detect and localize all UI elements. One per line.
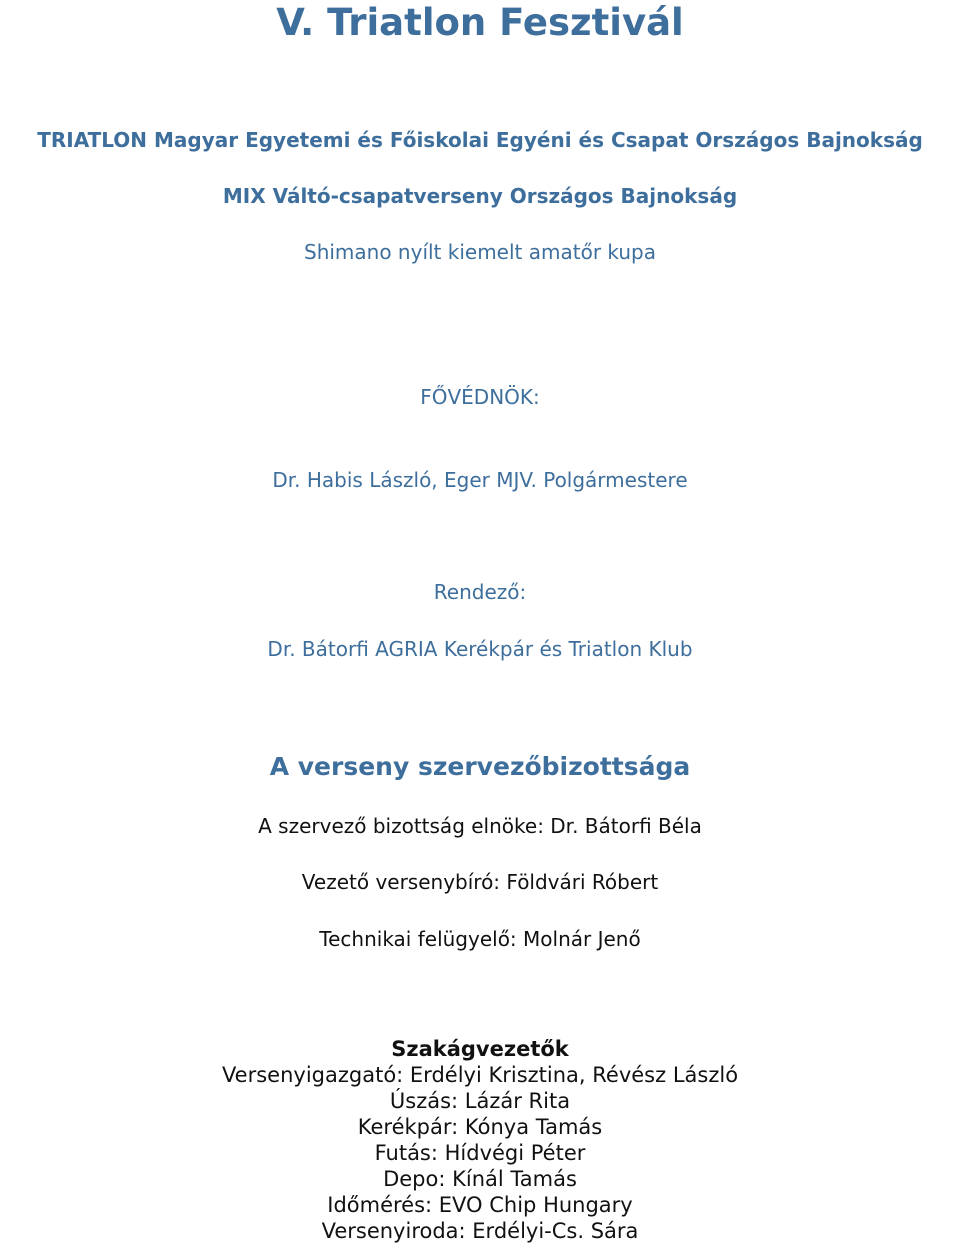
patron-name: Dr. Habis László, Eger MJV. Polgármestere [272,468,688,492]
committee-chief-referee: Vezető versenybíró: Földvári Róbert [301,870,659,894]
division-leader-race-director: Versenyigazgató: Erdélyi Krisztina, Révész László [221,1063,739,1087]
division-leader-running: Futás: Hídvégi Péter [374,1141,586,1165]
organizer-name: Dr. Bátorfi AGRIA Kerékpár és Triatlon Klub [267,637,693,661]
organizer-heading: Rendező: [433,580,527,604]
championship-subtitle: TRIATLON Magyar Egyetemi és Főiskolai Egyéni és Csapat Országos Bajnokság [37,128,923,152]
committee-heading: A verseny szervezőbizottsága [269,752,691,781]
document-title: V. Triatlon Fesztivál [276,1,684,44]
division-leaders-section [0,1036,960,1244]
division-leaders-heading: Szakágvezetők [391,1037,569,1061]
division-leader-transition: Depo: Kínál Tamás [383,1167,577,1191]
division-leader-cycling: Kerékpár: Kónya Tamás [357,1115,603,1139]
division-leader-race-office: Versenyiroda: Erdélyi-Cs. Sára [321,1219,639,1243]
cup-subtitle: Shimano nyílt kiemelt amatőr kupa [304,240,656,264]
committee-chair: A szervező bizottság elnöke: Dr. Bátorfi Béla [258,814,702,838]
division-leader-timing: Időmérés: EVO Chip Hungary [327,1193,633,1217]
division-leader-swimming: Úszás: Lázár Rita [389,1089,571,1113]
relay-subtitle: MIX Váltó-csapatverseny Országos Bajnokság [222,184,738,208]
committee-technical-supervisor: Technikai felügyelő: Molnár Jenő [319,927,641,951]
patron-heading: FŐVÉDNÖK: [420,385,540,409]
